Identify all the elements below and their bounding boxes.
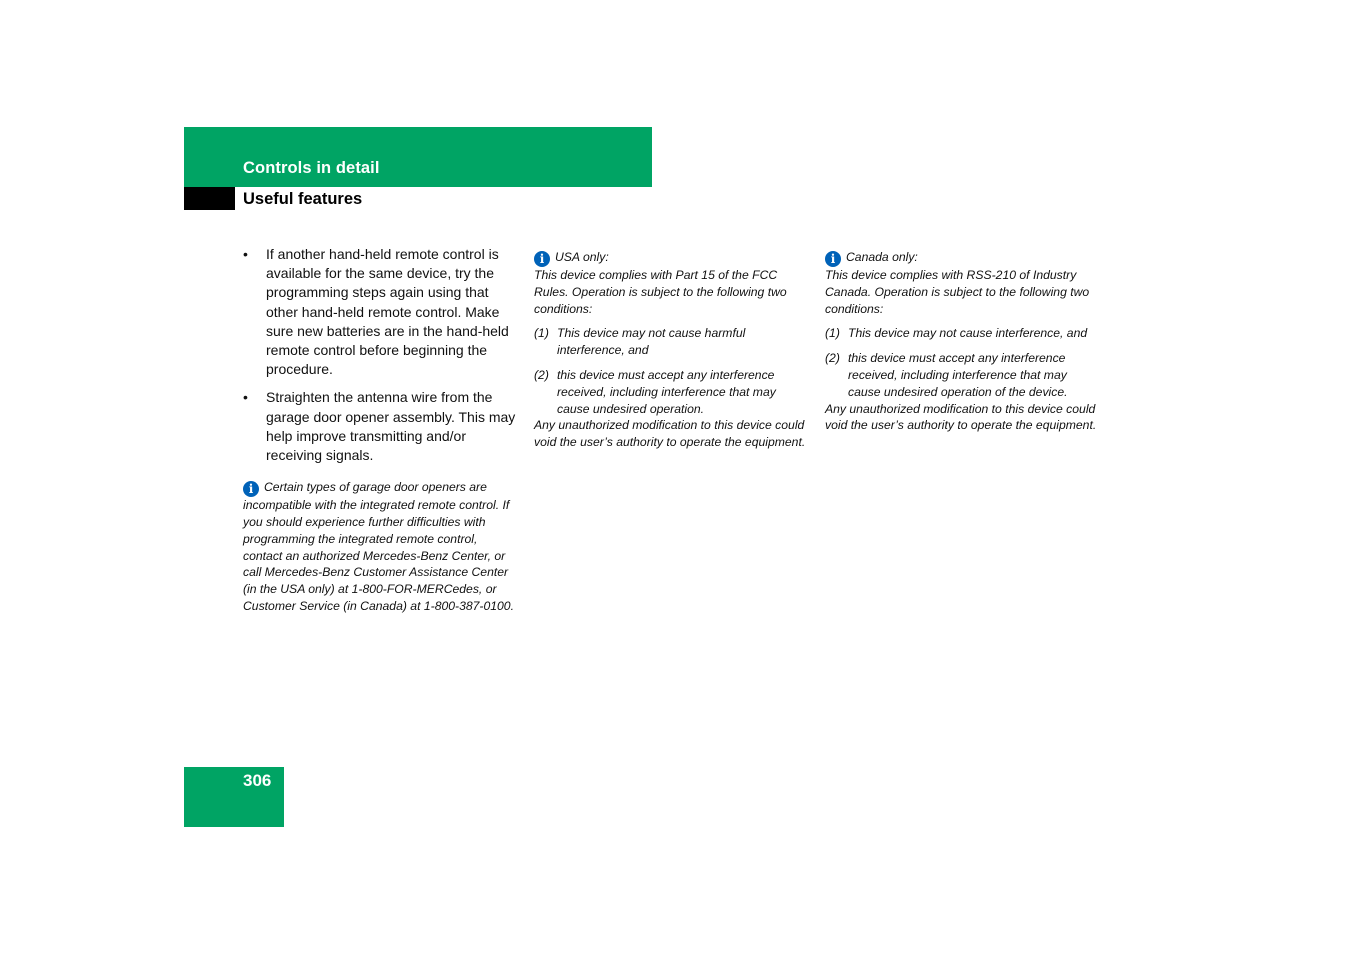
canada-heading: Canada only: <box>846 250 918 264</box>
list-item <box>243 245 519 379</box>
column-right <box>825 249 1101 434</box>
condition-item <box>534 367 810 417</box>
column-middle <box>534 249 810 451</box>
condition-text: this device must accept any interference received, including interference that may cause undesired operation of the device. <box>848 351 1068 399</box>
condition-text: This device may not cause interference, and <box>848 326 1088 341</box>
condition-item <box>825 325 1101 342</box>
usa-heading: USA only: <box>555 250 609 264</box>
info-icon: i <box>534 251 550 267</box>
info-icon: i <box>243 481 259 497</box>
condition-number: (2) <box>534 367 549 382</box>
condition-number: (1) <box>534 326 549 341</box>
header-band <box>184 127 652 187</box>
bullet-symbol: • <box>243 246 248 262</box>
column-left <box>243 245 519 615</box>
usa-closing: Any unauthorized modification to this device could void the user’s authority to operate the equipment. <box>534 418 806 450</box>
bullet-text: If another hand-held remote control is available for the same device, try the programming steps again using that other hand-held remote control. Make sure new batteries are in the hand-held remote control before beginning the procedure. <box>266 246 509 378</box>
canada-closing: Any unauthorized modification to this device could void the user’s authority to operate the equipment. <box>825 401 1097 433</box>
bullet-symbol: • <box>243 389 248 406</box>
condition-text: This device may not cause harmful interference, and <box>557 326 746 358</box>
usa-intro: This device complies with Part 15 of the FCC Rules. Operation is subject to the following two conditions: <box>534 268 787 316</box>
bullet-text: Straighten the antenna wire from the garage door opener assembly. This may help improve transmitting and/or receiving signals. <box>266 389 516 464</box>
list-item <box>243 388 519 465</box>
section-marker-tab <box>184 187 235 210</box>
page-number: 306 <box>243 771 272 790</box>
canada-intro: This device complies with RSS-210 of Industry Canada. Operation is subject to the following two conditions: <box>825 268 1090 316</box>
condition-number: (2) <box>825 351 840 366</box>
info-note-text: Certain types of garage door openers are incompatible with the integrated remote control. If you should experience further difficulties with programming the integrated remote control, contact an authorized Mercedes-Benz Center, or call Mercedes-Benz Customer Assistance Center (in the USA only) at 1-800-FOR-MERCedes, or Customer Service (in Canada) at 1-800-387-0100. <box>243 480 514 614</box>
condition-number: (1) <box>825 326 840 341</box>
condition-item <box>825 350 1101 400</box>
info-icon: i <box>825 251 841 267</box>
bullet-list <box>243 245 519 465</box>
info-note <box>243 479 519 615</box>
section-title: Controls in detail <box>243 159 380 177</box>
condition-item <box>534 325 810 359</box>
condition-text: this device must accept any interference received, including interference that may cause undesired operation. <box>557 367 776 416</box>
subsection-title: Useful features <box>243 190 363 208</box>
